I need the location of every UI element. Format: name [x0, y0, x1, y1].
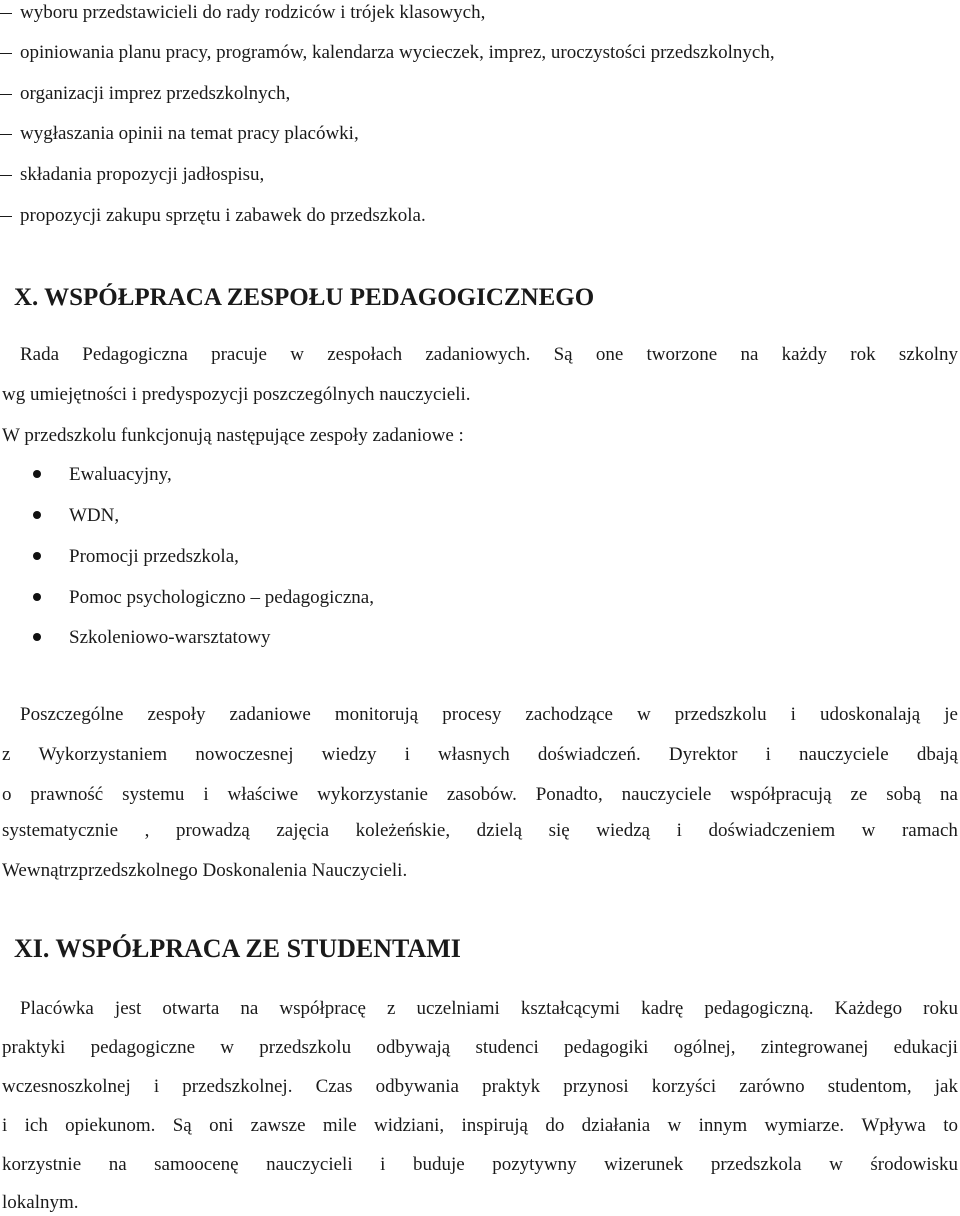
dash-marker: [0, 216, 12, 217]
word: Każdego: [834, 998, 903, 1019]
word: doświadczeniem: [708, 820, 836, 841]
dash-item-text: propozycji zakupu sprzętu i zabawek do przedszkola.: [20, 205, 426, 226]
word: mile: [322, 1115, 357, 1136]
bullet-icon: [33, 593, 41, 601]
para-line: Wewnątrzprzedszkolnego Doskonalenia Nauczycieli.: [2, 860, 408, 881]
word: systemu: [122, 784, 185, 805]
bullet-icon: [33, 633, 41, 641]
word: pracuje: [211, 344, 267, 365]
word: rok: [850, 344, 876, 365]
word: opiekunom.: [65, 1115, 156, 1136]
word: współpracują: [730, 784, 832, 805]
word: na: [939, 784, 958, 805]
word: Poszczególne: [20, 704, 124, 725]
word: i: [153, 1076, 160, 1097]
para-line: [2, 1153, 958, 1177]
word: i: [790, 704, 796, 725]
word: zespoły: [147, 704, 206, 725]
word: roku: [923, 998, 958, 1019]
word: na: [108, 1154, 127, 1175]
dash-marker: [0, 134, 12, 135]
word: wizerunek: [604, 1154, 684, 1175]
word: wiedzy: [321, 744, 377, 765]
word: Wykorzystaniem: [38, 744, 168, 765]
section-x-para1-line: wg umiejętności i predyspozycji poszczególnych nauczycieli.: [2, 384, 471, 405]
word: Rada: [20, 344, 60, 365]
word: prawność: [30, 784, 104, 805]
word: zespołach: [327, 344, 403, 365]
word: oni: [209, 1115, 234, 1136]
para-line: [2, 743, 958, 767]
word: wiedzą: [596, 820, 651, 841]
word: ogólnej,: [673, 1037, 736, 1058]
word: zajęcia: [276, 820, 330, 841]
word: procesy: [442, 704, 502, 725]
dash-marker: [0, 53, 12, 54]
word: prowadzą: [175, 820, 250, 841]
para-line: [2, 1036, 958, 1060]
word: zintegrowanej: [760, 1037, 869, 1058]
word: je: [944, 704, 958, 725]
word: działania: [581, 1115, 651, 1136]
word: ,: [144, 820, 150, 841]
word: w: [290, 344, 304, 365]
word: zadaniowe: [229, 704, 311, 725]
dash-item-text: składania propozycji jadłospisu,: [20, 164, 265, 185]
word: korzystnie: [2, 1154, 82, 1175]
word: i: [380, 1154, 386, 1175]
word: Wpływa: [861, 1115, 926, 1136]
word: przedszkolnej.: [182, 1076, 293, 1097]
word: doświadczeń.: [537, 744, 641, 765]
para-line: [2, 1075, 958, 1099]
word: kadrę: [641, 998, 684, 1019]
word: edukacji: [893, 1037, 958, 1058]
para-line: [20, 703, 958, 727]
dash-marker: [0, 13, 12, 14]
para-line: lokalnym.: [2, 1192, 79, 1213]
word: one: [595, 344, 624, 365]
word: Placówka: [20, 998, 94, 1019]
word: na: [740, 344, 759, 365]
word: się: [548, 820, 570, 841]
team-item-text: WDN,: [69, 505, 120, 526]
word: nauczycieli: [266, 1154, 353, 1175]
word: kształcącymi: [520, 998, 621, 1019]
word: odbywają: [376, 1037, 451, 1058]
word: zachodzące: [525, 704, 613, 725]
word: z: [386, 998, 396, 1019]
word: ich: [24, 1115, 48, 1136]
word: Dyrektor: [668, 744, 738, 765]
word: i: [2, 1115, 8, 1136]
word: koleżeńskie,: [355, 820, 451, 841]
word: środowisku: [870, 1154, 958, 1175]
bullet-icon: [33, 552, 41, 560]
word: studentom,: [827, 1076, 912, 1097]
word: w: [829, 1154, 843, 1175]
word: przedszkola: [710, 1154, 802, 1175]
word: nauczyciele: [799, 744, 889, 765]
word: otwarta: [162, 998, 220, 1019]
teams-intro: W przedszkolu funkcjonują następujące zespoły zadaniowe :: [2, 425, 464, 446]
dash-item-text: organizacji imprez przedszkolnych,: [20, 83, 291, 104]
word: nauczyciele: [621, 784, 712, 805]
word: szkolny: [898, 344, 958, 365]
team-item-text: Promocji przedszkola,: [69, 546, 239, 567]
word: w: [220, 1037, 235, 1058]
word: i: [203, 784, 209, 805]
word: praktyk: [482, 1076, 541, 1097]
word: wykorzystanie: [317, 784, 428, 805]
para-line: [20, 997, 958, 1021]
word: studenci: [475, 1037, 539, 1058]
word: w: [861, 820, 876, 841]
para-line: [2, 819, 958, 843]
para-line: [2, 1114, 958, 1138]
bullet-icon: [33, 470, 41, 478]
word: buduje: [412, 1154, 465, 1175]
word: pedagogiczną.: [704, 998, 814, 1019]
word: zadaniowych.: [425, 344, 531, 365]
word: jak: [934, 1076, 958, 1097]
word: samoocenę: [154, 1154, 239, 1175]
word: współpracę: [279, 998, 366, 1019]
word: pedagogiczne: [90, 1037, 196, 1058]
word: jest: [114, 998, 142, 1019]
word: wczesnoszkolnej: [2, 1076, 131, 1097]
word: zasobów.: [446, 784, 517, 805]
word: systematycznie: [2, 820, 119, 841]
word: do: [545, 1115, 565, 1136]
word: uczelniami: [416, 998, 500, 1019]
word: własnych: [438, 744, 510, 765]
word: Są: [172, 1115, 192, 1136]
word: przedszkolu: [674, 704, 767, 725]
word: właściwe: [227, 784, 299, 805]
word: zawsze: [250, 1115, 306, 1136]
team-item-text: Ewaluacyjny,: [69, 464, 172, 485]
word: monitorują: [334, 704, 419, 725]
section-xi-heading: XI. WSPÓŁPRACA ZE STUDENTAMI: [14, 934, 461, 963]
word: przedszkolu: [259, 1037, 352, 1058]
word: korzyści: [651, 1076, 717, 1097]
word: innym: [698, 1115, 748, 1136]
word: inspirują: [461, 1115, 528, 1136]
word: zarówno: [739, 1076, 805, 1097]
word: wymiarze.: [764, 1115, 845, 1136]
word: w: [667, 1115, 682, 1136]
word: na: [240, 998, 259, 1019]
word: Są: [553, 344, 573, 365]
dash-marker: [0, 175, 12, 176]
word: w: [637, 704, 651, 725]
word: odbywania: [375, 1076, 459, 1097]
word: i: [765, 744, 771, 765]
section-x-heading: X. WSPÓŁPRACA ZESPOŁU PEDAGOGICZNEGO: [14, 284, 595, 311]
team-item-text: Szkoleniowo-warsztatowy: [69, 627, 271, 648]
word: każdy: [781, 344, 828, 365]
word: pozytywny: [492, 1154, 577, 1175]
word: i: [404, 744, 410, 765]
para-line: [2, 783, 958, 807]
word: z: [2, 744, 11, 765]
word: Czas: [315, 1076, 353, 1097]
word: Pedagogiczna: [82, 344, 188, 365]
bullet-icon: [33, 511, 41, 519]
word: dbają: [916, 744, 958, 765]
word: tworzone: [646, 344, 718, 365]
team-item-text: Pomoc psychologiczno – pedagogiczna,: [69, 587, 374, 608]
word: ramach: [901, 820, 958, 841]
word: praktyki: [2, 1037, 66, 1058]
word: ze: [850, 784, 868, 805]
word: pedagogiki: [564, 1037, 649, 1058]
dash-marker: [0, 94, 12, 95]
word: widziani,: [373, 1115, 445, 1136]
word: udoskonalają: [819, 704, 921, 725]
dash-item-text: opiniowania planu pracy, programów, kalendarza wycieczek, imprez, uroczystości przedszkolnych,: [20, 42, 775, 63]
section-x-para1-line: [20, 343, 958, 367]
word: sobą: [886, 784, 922, 805]
word: i: [676, 820, 682, 841]
word: to: [943, 1115, 958, 1136]
word: Ponadto,: [535, 784, 603, 805]
dash-item-text: wygłaszania opinii na temat pracy placówki,: [20, 123, 359, 144]
dash-item-text: wyboru przedstawicieli do rady rodziców i trójek klasowych,: [20, 2, 486, 23]
word: dzielą: [476, 820, 523, 841]
word: o: [2, 784, 12, 805]
word: przynosi: [563, 1076, 629, 1097]
word: nowoczesnej: [195, 744, 294, 765]
